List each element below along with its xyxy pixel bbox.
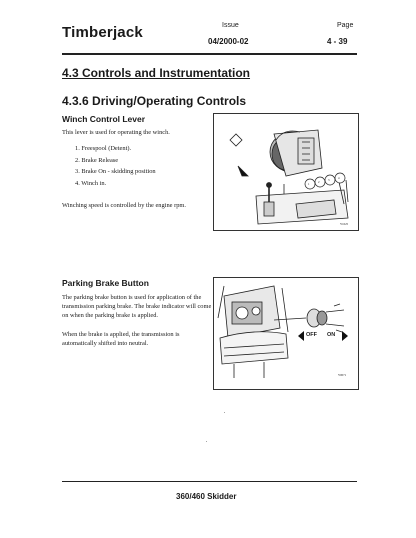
winch-heading: Winch Control Lever: [62, 114, 146, 124]
figure-reference: Y1025: [340, 222, 349, 226]
winch-position-3: 3: [328, 178, 330, 182]
winch-position-4: 4: [338, 176, 340, 180]
parking-neutral-note: When the brake is applied, the transmission is automatically shifted into neutral.: [62, 331, 180, 347]
figure-reference: Y0071: [338, 373, 347, 377]
footer-model: 360/460 Skidder: [176, 492, 237, 501]
brand-logo: Timberjack: [62, 24, 143, 41]
winch-steps: [75, 143, 156, 189]
winch-illustration: [214, 114, 358, 230]
page-label: Page: [337, 22, 354, 29]
issue-value: 04/2000-02: [208, 37, 249, 46]
winch-position-1: 1: [308, 182, 310, 186]
page-number: 4 - 39: [327, 37, 348, 46]
parking-brake-figure: [213, 277, 359, 390]
winch-lever-figure: [213, 113, 359, 231]
winch-step: 2. Brake Release: [75, 156, 119, 164]
winch-position-2: 2: [318, 180, 320, 184]
on-arrow-icon: [342, 331, 348, 341]
winch-step: 1. Freespool (Detent).: [75, 145, 132, 152]
parking-description: The parking brake button is used for application of the transmission parking brake. The brake indicator will come on when the parking brake is applied.: [62, 294, 212, 319]
winch-intro: This lever is used for operating the winch.: [62, 129, 170, 136]
winch-note: Winching speed is controlled by the engine rpm.: [62, 202, 186, 209]
scan-speck: [206, 441, 207, 442]
header-rule: [62, 53, 357, 55]
parking-illustration: [214, 278, 358, 389]
off-arrow-icon: [298, 331, 304, 341]
subsection-title: 4.3.6 Driving/Operating Controls: [62, 94, 247, 108]
footer-rule: [62, 481, 357, 482]
winch-step: 3. Brake On - skidding position: [75, 168, 156, 175]
issue-label: Issue: [222, 22, 239, 29]
off-label: OFF: [306, 332, 317, 338]
on-label: ON: [327, 332, 336, 338]
scan-speck: [224, 412, 225, 413]
section-title: 4.3 Controls and Instrumentation: [62, 66, 251, 80]
parking-heading: Parking Brake Button: [62, 278, 149, 288]
winch-step: 4. Winch in.: [75, 179, 107, 187]
